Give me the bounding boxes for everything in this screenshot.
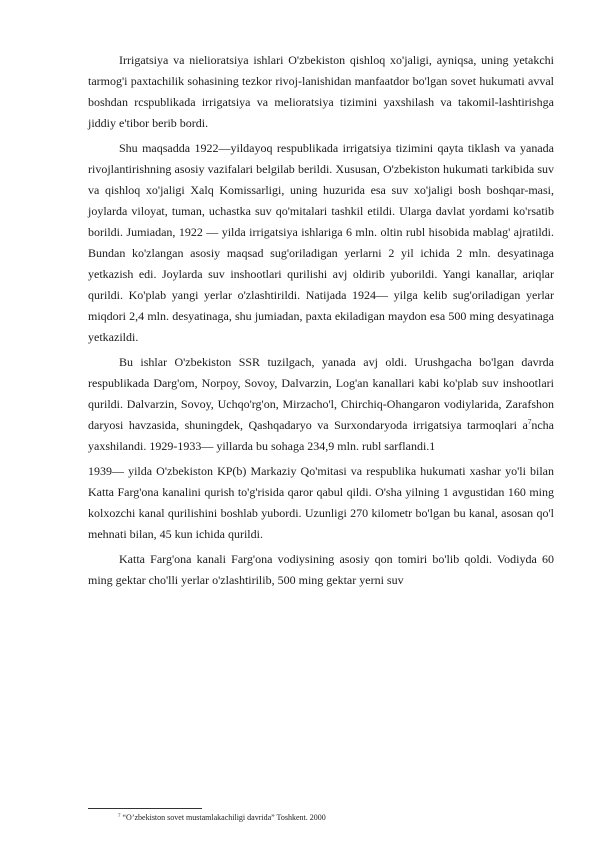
paragraph-uzssr-text-after: ncha yaxshilandi. 1929-1933— yillarda bu sohaga 234,9 mln. rubl sarflandi.1 — [88, 418, 554, 453]
document-body — [88, 50, 554, 591]
footnote-divider — [88, 808, 202, 809]
paragraph-fergana-valley: Katta Farg'ona kanali Farg'ona vodiysining asosiy qon tomiri bo'lib qoldi. Vodiyda 60 ming gektar cho'lli yerlar o'zlashtirilib, 500 ming gektar yerni suv — [88, 552, 554, 587]
paragraph-uzssr-canals — [88, 352, 554, 457]
footnote-reference: 7 — [527, 418, 532, 426]
paragraph-irrigation-intro: Irrigatsiya va nielioratsiya ishlari O'zbekiston qishloq xo'jaligi, ayniqsa, uning yetakchi tarmog'i paxtachilik sohasining tezkor rivoj-lanishidan manfaatdor bo'lgan sovet hukumati avval boshdan rcspublikada irrigatsiya va melioratsiya tizimini yaxshilash va takomil-lashtirishga jiddiy e'tibor berib bordi. — [88, 53, 554, 130]
footnote — [118, 813, 326, 823]
paragraph-1939-great-fergana-canal: 1939— yilda O'zbekiston KP(b) Markaziy Qo'mitasi va respublika hukumati xashar yo'li bilan Katta Farg'ona kanalini qurish to'g'risida qaror qabul qildi. O'sha yilning 1 avgustidan 160 ming kolxozchi kanal qurilishini boshlab yubordi. Uzunligi 270 kilometr bo'lgan bu kanal, asosan qo'l mehnati bilan, 45 kun ichida qurildi. — [88, 464, 554, 541]
paragraph-uzssr-text-before: Bu ishlar O'zbekiston SSR tuzilgach, yanada avj oldi. Urushgacha bo'lgan davrda respublikada Darg'om, Norpoy, Sovoy, Dalvarzin, Log'an kanallari kabi ko'plab suv inshootlari qurildi. Dalvarzin, Sovoy, Uchqo'rg'on, Mirzacho'l, Chirchiq-Ohangaron vodiylarida, Zarafshon daryosi havzasida, shuningdek, Qashqadaryo va Surxondaryoda irrigatsiya tarmoqlari a — [88, 355, 554, 432]
footnote-marker: 7 — [118, 814, 121, 819]
paragraph-1922-restoration: Shu maqsadda 1922—yildayoq respublikada irrigatsiya tizimini qayta tiklash va yanada rivojlantirishning asosiy vazifalari belgilab berildi. Xususan, O'zbekiston hukumati tarkibida suv va qishloq xo'jaligi Xalq Komissarligi, uning huzurida esa suv xo'jaligi bosh boshqar-masi, joylarda viloyat, tuman, uchastka suv qo'mitalari tashkil etildi. Ularga davlat yordami ko'rsatib borildi. Jumiadan, 1922 — yilda irrigatsiya ishlariga 6 mln. oltin rubl hisobida mablag' ajratildi. Bundan ko'zlangan asosiy maqsad sug'oriladigan yerlarni 2 yil ichida 2 mln. desyatinaga yetkazish edi. Joylarda suv inshootlari qurilishi avj oldirib yuborildi. Yangi kanallar, ariqlar qurildi. Ko'plab yangi yerlar o'zlashtirildi. Natijada 1924— yilga kelib sug'oriladigan yerlar miqdori 2,4 mln. desyatinaga, shu jumiadan, paxta ekiladigan maydon esa 500 ming desyatinaga yetkazildi. — [88, 141, 554, 344]
footnote-text: “O’zbekiston sovet mustamlakachiligi davrida” Toshkent. 2000 — [120, 813, 326, 822]
